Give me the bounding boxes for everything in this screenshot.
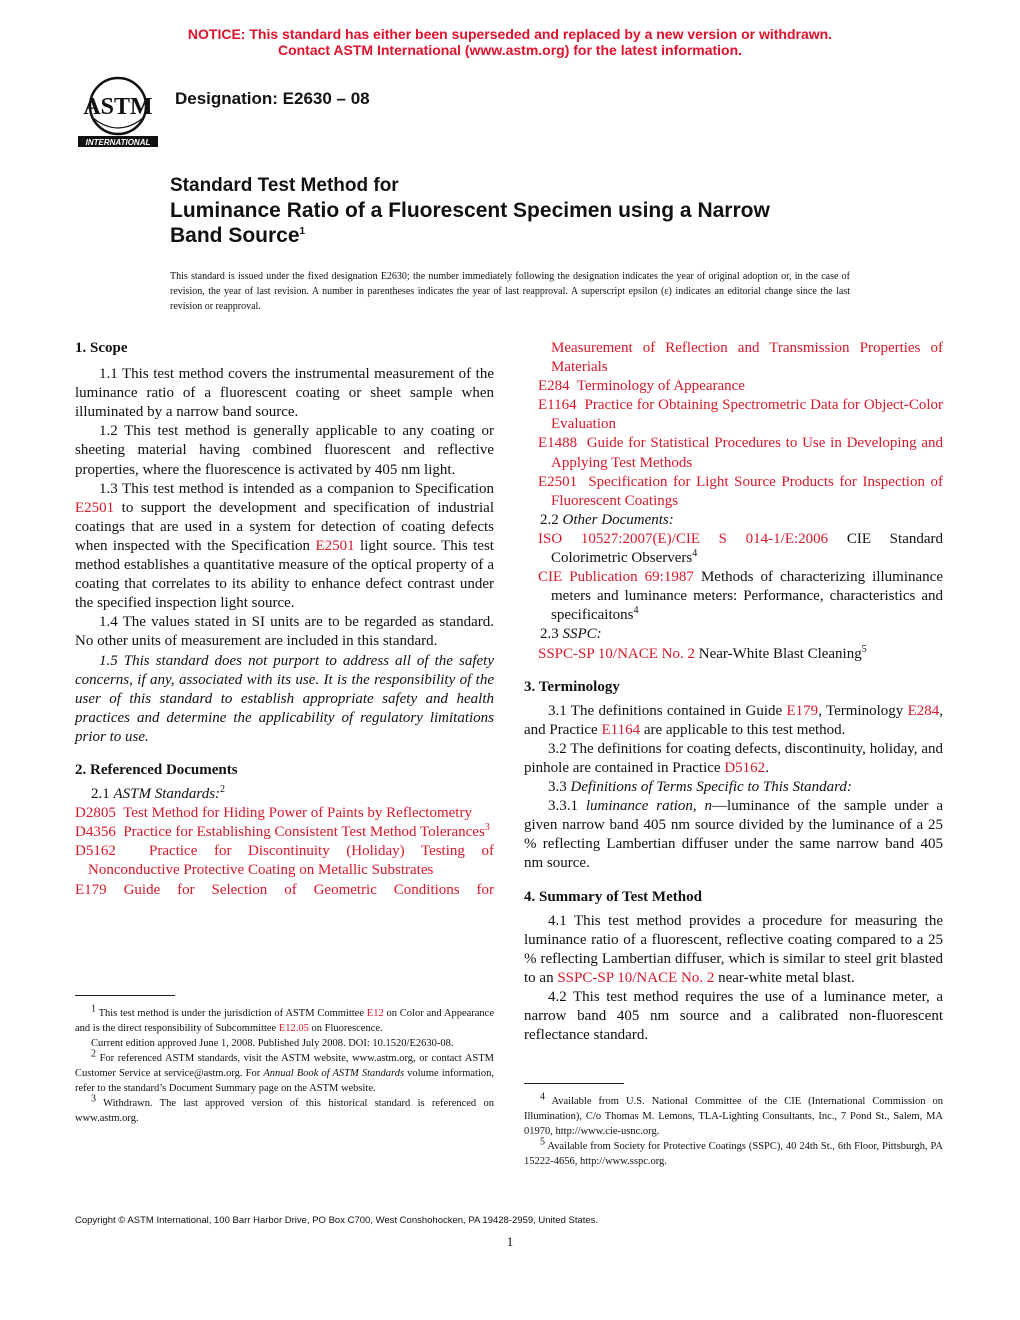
ref-link[interactable]: SSPC-SP 10/NACE No. 2: [538, 645, 695, 662]
title-line-3: Band Source: [170, 224, 300, 247]
designation: Designation: E2630 – 08: [175, 89, 370, 108]
link-d5162[interactable]: D5162: [724, 759, 766, 776]
section-refs-heading: 2. Referenced Documents: [75, 761, 238, 778]
footnotes-left: [75, 1003, 495, 1126]
ref-link[interactable]: D5162 Practice for Discontinuity (Holiday) Testing of Nonconductive Protective Coating on Metallic Substrates: [75, 843, 494, 879]
logo-international: INTERNATIONAL: [85, 138, 151, 147]
astm-standards-label: 2.1 ASTM Standards:$^2$: [91, 784, 226, 803]
ref-iso-10527: ISO 10527:2007(E)/CIE S 014-1/E:2006 CIE Standard Colorimetric Observers$^4$: [538, 530, 943, 567]
sspc-label: 2.3 SSPC:: [540, 626, 602, 643]
copyright-line: Copyright © ASTM International, 100 Barr Harbor Drive, PO Box C700, West Conshohocken, PA 19428-2959, United States.: [75, 1215, 599, 1226]
title-line-2: Luminance Ratio of a Fluorescent Specimen using a Narrow: [170, 199, 770, 222]
ref-e2501: [524, 473, 943, 511]
ref-cie-69: CIE Publication 69:1987 Methods of characterizing illuminance meters and luminance meters: Performance, characteristics and specificaitons$^4$: [538, 569, 943, 624]
summary-4-2: 4.2 This test method requires the use of a luminance meter, a narrow band 405 nm source and a calibrated non-fluorescent reflectance standard.: [524, 989, 943, 1044]
section-scope-heading: 1. Scope: [75, 340, 128, 356]
footnote-1: $^1$ This test method is under the jurisdiction of ASTM Committee E12 on Color and Appearance and is the direct responsibility of Subcommittee E12.05 on Fluorescence.: [75, 1003, 494, 1034]
astm-logo-icon: [76, 76, 160, 150]
footnotes-right: [524, 1091, 943, 1169]
summary-4-1: 4.1 This test method provides a procedure for measuring the luminance ratio of a fluorescent, reflective coating compared to a 25 % reflecting Lambertian diffuser, which is similar to steel grit blasted to an SSPC-SP 10/NACE No. 2 near-white metal blast.: [524, 912, 943, 986]
other-documents-label: 2.2 Other Documents:: [540, 511, 674, 528]
astm-logo: [76, 76, 160, 150]
ref-link[interactable]: E2501 Specification for Light Source Products for Inspection of Fluorescent Coatings: [538, 473, 944, 509]
issuance-note: This standard is issued under the fixed designation E2630; the number immediately following the designation indicates the year of original adoption or, in the case of revision, the year of last revision. A number in parentheses indicates the year of last reapproval. A superscript epsilon (ε) indicates an editorial change since the last revision or reapproval.: [170, 271, 850, 312]
title-line-1: Standard Test Method for: [170, 175, 399, 196]
scope-1-5: 1.5 This standard does not purport to address all of the safety concerns, if any, associated with its use. It is the responsibility of the user of this standard to establish appropriate safety and health practices and determine the applicability of regulatory limitations prior to use.: [75, 652, 494, 745]
ref-e1164: [524, 396, 943, 434]
ref-link[interactable]: E1164 Practice for Obtaining Spectrometric Data for Object-Color Evaluation: [538, 397, 944, 433]
scope-1-2: 1.2 This test method is generally applicable to any coating or sheeting material having combined fluorescent and reflective properties, where the fluorescence is activated by 405 nm light.: [75, 423, 494, 478]
ref-d5162: [75, 842, 494, 880]
footnote-5: $^5$ Available from Society for Protective Coatings (SSPC), 40 24th St., 6th Floor, Pittsburgh, PA 15222-4656, http://www.sspc.org.: [524, 1136, 943, 1167]
ref-link[interactable]: D4356 Practice for Establishing Consistent Test Method Tolerances: [75, 824, 485, 841]
terminology-3-3-1: 3.3.1 luminance ration, n—luminance of the sample under a given narrow band 405 nm source divided by the luminance of a 25 % reflecting Lambertian diffuser under the same narrow band 405 nm source.: [524, 798, 943, 872]
scope-1-3: 1.3 This test method is intended as a companion to Specification E2501 to support the development and specification of industrial coatings that are used in a system for detection of coating defects when inspected with the Specification E2501 light source. This test method establishes a quantitative measure of the optical property of a coating that correlates to its ability to enhance defect contrast under the specified inspection light source.: [75, 480, 494, 612]
terminology-3-2: 3.2 The definitions for coating defects, discontinuity, holiday, and pinhole are contained in Practice D5162.: [524, 740, 943, 776]
page-number: 1: [506, 1234, 514, 1249]
ref-link[interactable]: ISO 10527:2007(E)/CIE S 014-1/E:2006: [538, 530, 829, 547]
title-footnote-mark: 1: [299, 226, 306, 237]
ref-e284: [524, 377, 943, 396]
footnote-2: $^2$ For referenced ASTM standards, visit the ASTM website, www.astm.org, or contact ASTM Customer Service at service@astm.org. For Annual Book of ASTM Standards volume information, refer to the standard’s Document Summary page on the ASTM website.: [75, 1048, 495, 1094]
terminology-3-1: 3.1 The definitions contained in Guide E179, Terminology E284, and Practice E1164 are applicable to this test method.: [524, 702, 943, 738]
scope-1-1: 1.1 This test method covers the instrumental measurement of the luminance ratio of a fluorescent coating or sheet sample when illuminated by a narrow band source.: [75, 366, 494, 421]
withdrawn-notice: [0, 26, 1020, 58]
ref-link[interactable]: E1488 Guide for Statistical Procedures to Use in Developing and Applying Test Methods: [538, 435, 943, 471]
ref-link[interactable]: D2805 Test Method for Hiding Power of Paints by Reflectometry: [75, 805, 472, 822]
ref-link[interactable]: Measurement of Reflection and Transmission Properties of Materials: [551, 340, 943, 376]
footnote-1-current-edition: Current edition approved June 1, 2008. Published July 2008. DOI: 10.1520/E2630-08.: [91, 1038, 454, 1049]
link-e284[interactable]: E284: [907, 702, 940, 719]
document-title: [170, 174, 890, 248]
ref-d4356: D4356 Practice for Establishing Consistent Test Method Tolerances$^3$: [75, 822, 490, 841]
link-e12[interactable]: E12: [366, 1008, 384, 1019]
ref-e179: [75, 881, 494, 900]
ref-link[interactable]: E284 Terminology of Appearance: [538, 378, 745, 395]
link-e12-05[interactable]: E12.05: [278, 1023, 309, 1034]
link-e2501-2[interactable]: E2501: [315, 537, 355, 554]
ref-link[interactable]: E179 Guide for Selection of Geometric Conditions for: [75, 881, 494, 898]
footnote-4: $^4$ Available from U.S. National Committee of the CIE (International Commission on Illumination), C/o Thomas M. Lemons, TLA-Lighting Consultants, Inc., 7 Pond St., Salem, MA 01970, http://www.cie-usnc.org.: [524, 1091, 943, 1137]
link-e179[interactable]: E179: [786, 702, 819, 719]
section-summary-heading: 4. Summary of Test Method: [524, 888, 702, 905]
scope-1-4: 1.4 The values stated in SI units are to be regarded as standard. No other units of measurement are included in this standard.: [75, 614, 494, 650]
notice-line-2: Contact ASTM International (www.astm.org) for the latest information.: [277, 42, 743, 58]
ref-e179-cont: [524, 339, 943, 377]
footnote-rule-left: [75, 995, 175, 996]
right-column: [524, 339, 943, 1045]
link-e1164[interactable]: E1164: [601, 721, 641, 738]
terminology-3-3: 3.3 Definitions of Terms Specific to This Standard:: [548, 779, 852, 796]
link-sspc-sp10[interactable]: SSPC-SP 10/NACE No. 2: [557, 969, 715, 986]
notice-line-1: NOTICE: This standard has either been superseded and replaced by a new version or withdrawn.: [187, 26, 833, 42]
ref-sspc-sp10: SSPC-SP 10/NACE No. 2 Near-White Blast Cleaning$^5$: [538, 643, 867, 662]
section-terminology-heading: 3. Terminology: [524, 678, 620, 695]
left-column: [75, 339, 494, 900]
footnote-3: $^3$ Withdrawn. The last approved version of this historical standard is referenced on www.astm.org.: [75, 1093, 494, 1124]
ref-e1488: [524, 434, 943, 472]
logo-letters: ASTM: [83, 94, 153, 120]
ref-link[interactable]: CIE Publication 69:1987: [538, 569, 694, 586]
link-e2501[interactable]: E2501: [75, 499, 115, 516]
ref-d2805: [75, 804, 494, 823]
footnote-rule-right: [524, 1083, 624, 1084]
